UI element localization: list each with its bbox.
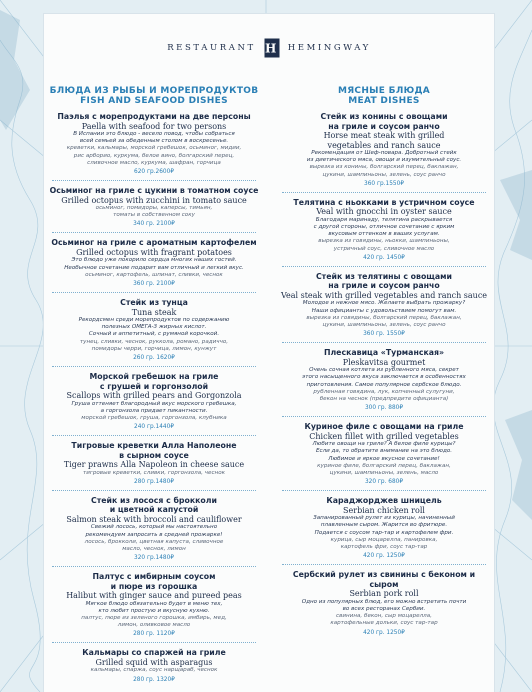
- header-right-text: HEMINGWAY: [287, 43, 371, 53]
- dish-name-en: Salmon steak with broccoli and cauliflower: [66, 514, 242, 524]
- dish-name-en: Tuna steak: [131, 307, 177, 317]
- dish-price: 360 гр.1550₽: [364, 180, 404, 187]
- menu-item: [48, 572, 260, 638]
- menu-item: [48, 496, 260, 562]
- dish-description: Запанированный рулет из курицы, начиненный плавленным сыром. Жарится во фритюре. Подается с соусом тар-тар и картофелем фри.: [313, 515, 455, 536]
- dish-description: В Испании это блюдо - весело повод, чтобы собраться всей семьей за обеденным столом в воскресенье.: [73, 131, 235, 145]
- dish-description: Рекомендация от Шеф-повара. Добротный стейк из диетического мяса, овощи и изумительный соус.: [306, 150, 462, 164]
- dish-ingredients: кальмары, спаржа, соус нарщараб, чеснок: [90, 667, 218, 674]
- dish-list: [278, 112, 490, 641]
- dish-ingredients: вырезка из говядины, болгарский перец, баклажан, цукини, шампиньоны, зелень, соус ранчо: [306, 314, 462, 328]
- dotted-divider: [282, 192, 486, 194]
- menu-item: [278, 348, 490, 412]
- menu-item: [48, 112, 260, 176]
- dish-ingredients: тунец, сливки, чеснок, руккола, романо, радиччо, помидоры черри, горчица, лимон, кунжут: [79, 338, 229, 352]
- dish-price: 420 гр. 1250₽: [363, 629, 405, 636]
- dish-ingredients: лосось, брокколи, цветная капуста, сливочное масло, чеснок, лимон: [84, 538, 224, 552]
- dish-description: Это блюдо уже покорило сердца многих наших гостей. Необычное сочетание подарит вам отличный и легкий вкус.: [64, 257, 244, 271]
- dish-name-en: Grilled octopus with fragrant potatoes: [76, 247, 232, 257]
- menu-item: [278, 496, 490, 560]
- dish-name-en: Veal steak with grilled vegetables and ranch sauce: [280, 290, 488, 300]
- dotted-divider: [282, 490, 486, 492]
- dish-name-ru: Куриное филе с овощами на гриле: [304, 422, 464, 432]
- dotted-divider: [52, 490, 256, 492]
- dish-price: 260 гр. 1620₽: [133, 355, 175, 362]
- menu-item: [48, 298, 260, 362]
- dish-ingredients: осьминог, помидоры, каперсы, тимьян, томаты в собственном соку: [95, 205, 213, 219]
- dish-description: Мягкое блюдо обязательно будет в меню тех, кто любит простую и вкусную кухню.: [85, 600, 223, 614]
- dish-name-ru: Сербский рулет из свинины с беконом и сыром: [292, 570, 476, 589]
- section-title-ru: БЛЮДА ИЗ РЫБЫ И МОРЕПРОДУКТОВ: [49, 86, 259, 96]
- section-title-en: MEAT DISHES: [348, 96, 420, 106]
- dish-description: Груша оттеняет благородный вкус морского гребешка, а горгонзола придает пикантности.: [71, 400, 237, 414]
- dish-price: 300 гр. 880₽: [364, 405, 404, 412]
- dish-name-ru: Паэлья с морепродуктами на две персоны: [57, 112, 251, 121]
- dish-description: Рекордсмен среди морепродуктов по содержанию полезных ОМЕГА-3 жирных кислот. Сочный и аппетитный, с румяной корочкой.: [78, 317, 230, 338]
- dish-description: Любите овощи на гриле? А белое филе курицы? Если да, то обратите внимание на это блюдо. Любимое и яркое вкусное сочетание!: [312, 441, 456, 462]
- dish-ingredients: вырезка из говядины, ньокки, шампиньоны, устричный соус, сливочное масло: [318, 238, 450, 252]
- dish-name-en: Scallops with grilled pears and Gorgonzola: [66, 391, 242, 401]
- dish-price: 420 гр. 1250₽: [363, 553, 405, 560]
- menu-item: [48, 372, 260, 431]
- header-left-text: RESTAURANT: [167, 43, 256, 53]
- menu-item: [48, 238, 260, 288]
- dish-name-ru: Кальмары со спаржей на гриле: [82, 648, 226, 658]
- dish-description: Благодаря маринаду, телятина раскрывается с другой стороны, отличное сочетание с ярким вкусовым оттенком в ваших услугам.: [313, 216, 455, 238]
- dish-name-ru: Палтус с имбирным соусом и пюре из горошка: [92, 572, 216, 591]
- fish-seafood-column: [44, 86, 264, 688]
- dish-price: 340 гр. 2100₽: [133, 221, 175, 228]
- section-title-en: FISH AND SEAFOOD DISHES: [80, 96, 228, 106]
- dish-name-ru: Тигровые креветки Алла Наполеоне в сырном соусе: [71, 441, 237, 460]
- dish-name-en: Grilled squid with asparagus: [95, 657, 213, 667]
- dish-description: Свежий лосось, который мы настоятельно рекомендуем запросить в средней прожарке!: [85, 524, 223, 538]
- dotted-divider: [52, 180, 256, 182]
- dish-name-ru: Осьминог на гриле с цукини в томатном соусе: [49, 186, 259, 196]
- dish-ingredients: осьминог, картофель, шпинат, сливки, чеснок: [85, 271, 223, 278]
- dish-name-ru: Осьминог на гриле с ароматным картофелем: [51, 238, 257, 248]
- dish-name-en: Halibut with ginger sauce and pureed peas: [66, 591, 242, 601]
- dish-price: 320 гр. 680₽: [364, 479, 404, 486]
- dotted-divider: [282, 342, 486, 344]
- dotted-divider: [52, 292, 256, 294]
- dish-price: 620 гр.2600₽: [134, 169, 174, 176]
- dish-description: Одно из популярных блюд, его можно встретить почти во всех ресторанах Сербии.: [301, 598, 467, 612]
- dish-price: 360 гр. 2100₽: [133, 281, 175, 288]
- menu-item: [278, 198, 490, 262]
- dish-name-ru: Телятина с ньокками в устричном соусе: [293, 197, 475, 207]
- dish-name-ru: Стейк из конины с овощами на гриле и соусом ранчо: [320, 112, 448, 131]
- dish-name-en: Pleskavitsa gourmet: [342, 357, 426, 367]
- dish-price: 240 гр.1440₽: [134, 424, 174, 431]
- dish-name-ru: Стейк из телятины с овощами на гриле и соусом ранчо: [315, 271, 453, 291]
- dish-ingredients: рубленная говядина, лук, копченный сулугуни, бекон на чеснок (предпредите официанта): [313, 388, 455, 402]
- dish-name-en: Paella with seafood for two persons: [81, 121, 227, 131]
- hemingway-logo: [264, 38, 280, 58]
- dish-name-ru: Морской гребешок на гриле с грушей и горгонзолой: [89, 372, 219, 391]
- dish-name-ru: Караджорджев шницель: [326, 496, 442, 506]
- dish-name-en: Tiger prawns Alla Napoleon in cheese sauce: [63, 460, 245, 470]
- dish-ingredients: морской гребешок, груша, горгонзола, клубника: [81, 414, 227, 421]
- svg-text:H: H: [264, 41, 279, 56]
- dish-ingredients: креветки, кальмары, морской гребешок, осьминог, мидии, рис арборио, куркума, белое вино, болгарский перец, сливочное масло, куркума, шафран, горчица: [66, 145, 242, 166]
- dish-price: 420 гр. 1450₽: [363, 254, 405, 261]
- menu-item: [48, 186, 260, 228]
- dotted-divider: [282, 564, 486, 566]
- dish-ingredients: свинина, бекон, сыр моцарелла, картофельные дольки, соус тар-тар: [330, 613, 438, 627]
- dish-ingredients: куриное филе, болгарский перец, баклажан, цукини, шампиньоны, зелень, масло: [317, 462, 451, 476]
- menu-item: [278, 422, 490, 486]
- dish-name-en: Serbian chicken roll: [343, 505, 425, 515]
- dotted-divider: [282, 266, 486, 268]
- dish-name-ru: Стейк из тунца: [120, 298, 188, 308]
- dish-name-en: Horse meat steak with grilled vegetables and ranch sauce: [323, 131, 445, 150]
- dish-name-ru: Плескавица «Турманская»: [323, 348, 445, 358]
- dish-description: Очень сочная котлета из рубленного мяса, секрет этого насыщенного вкуса заключается в особенностях приготовления. Самое популярное сербское блюдо.: [302, 367, 466, 388]
- menu-item: [278, 112, 490, 188]
- dish-ingredients: вырезка из конины, болгарский перец, баклажан, цукини, шампиньоны, зелень, соус ранчо: [309, 164, 459, 178]
- dish-name-en: Veal with gnocchi in oyster sauce: [316, 207, 452, 217]
- dotted-divider: [52, 232, 256, 234]
- dish-price: 320 гр.1480₽: [134, 555, 174, 562]
- dish-price: 280 гр. 1320₽: [133, 676, 175, 683]
- dish-price: 280 гр. 1120₽: [133, 631, 175, 638]
- section-title-ru: МЯСНЫЕ БЛЮДА: [337, 86, 431, 96]
- dish-name-en: Serbian pork roll: [349, 589, 419, 599]
- dish-name-en: Grilled octopus with zucchini in tomato sauce: [61, 195, 247, 205]
- dish-name-en: Chicken fillet with grilled vegetables: [309, 431, 459, 441]
- menu-item: [278, 570, 490, 636]
- dish-price: 360 гр. 1550₽: [363, 331, 405, 338]
- menu-item: [48, 648, 260, 683]
- dish-ingredients: тигровые креветки, сливки, горгонзола, чеснок: [83, 469, 225, 476]
- dish-name-ru: Стейк из лосося с брокколи и цветной капустой: [91, 495, 217, 515]
- dish-ingredients: курица, сыр моцарелла, панировка, картофель фри, соус тар-тар: [330, 536, 438, 550]
- dish-list: [48, 112, 260, 688]
- dotted-divider: [52, 642, 256, 644]
- dotted-divider: [52, 566, 256, 568]
- dish-price: 280 гр.1480₽: [134, 478, 174, 485]
- menu-item: [48, 441, 260, 486]
- menu-item: [278, 272, 490, 338]
- restaurant-header: [44, 36, 494, 60]
- dish-description: Молодое и нежное мясо. Желаете выбрать прожарку? Наши официанты с удовольствием помогут вам.: [302, 300, 466, 314]
- menu-page: [44, 14, 494, 692]
- dotted-divider: [282, 416, 486, 418]
- dotted-divider: [52, 435, 256, 437]
- meat-column: [274, 86, 494, 641]
- dotted-divider: [52, 366, 256, 368]
- dish-ingredients: палтус, пюре из зеленого горошка, имбирь, мед, лимон, оливковое масло: [81, 615, 227, 629]
